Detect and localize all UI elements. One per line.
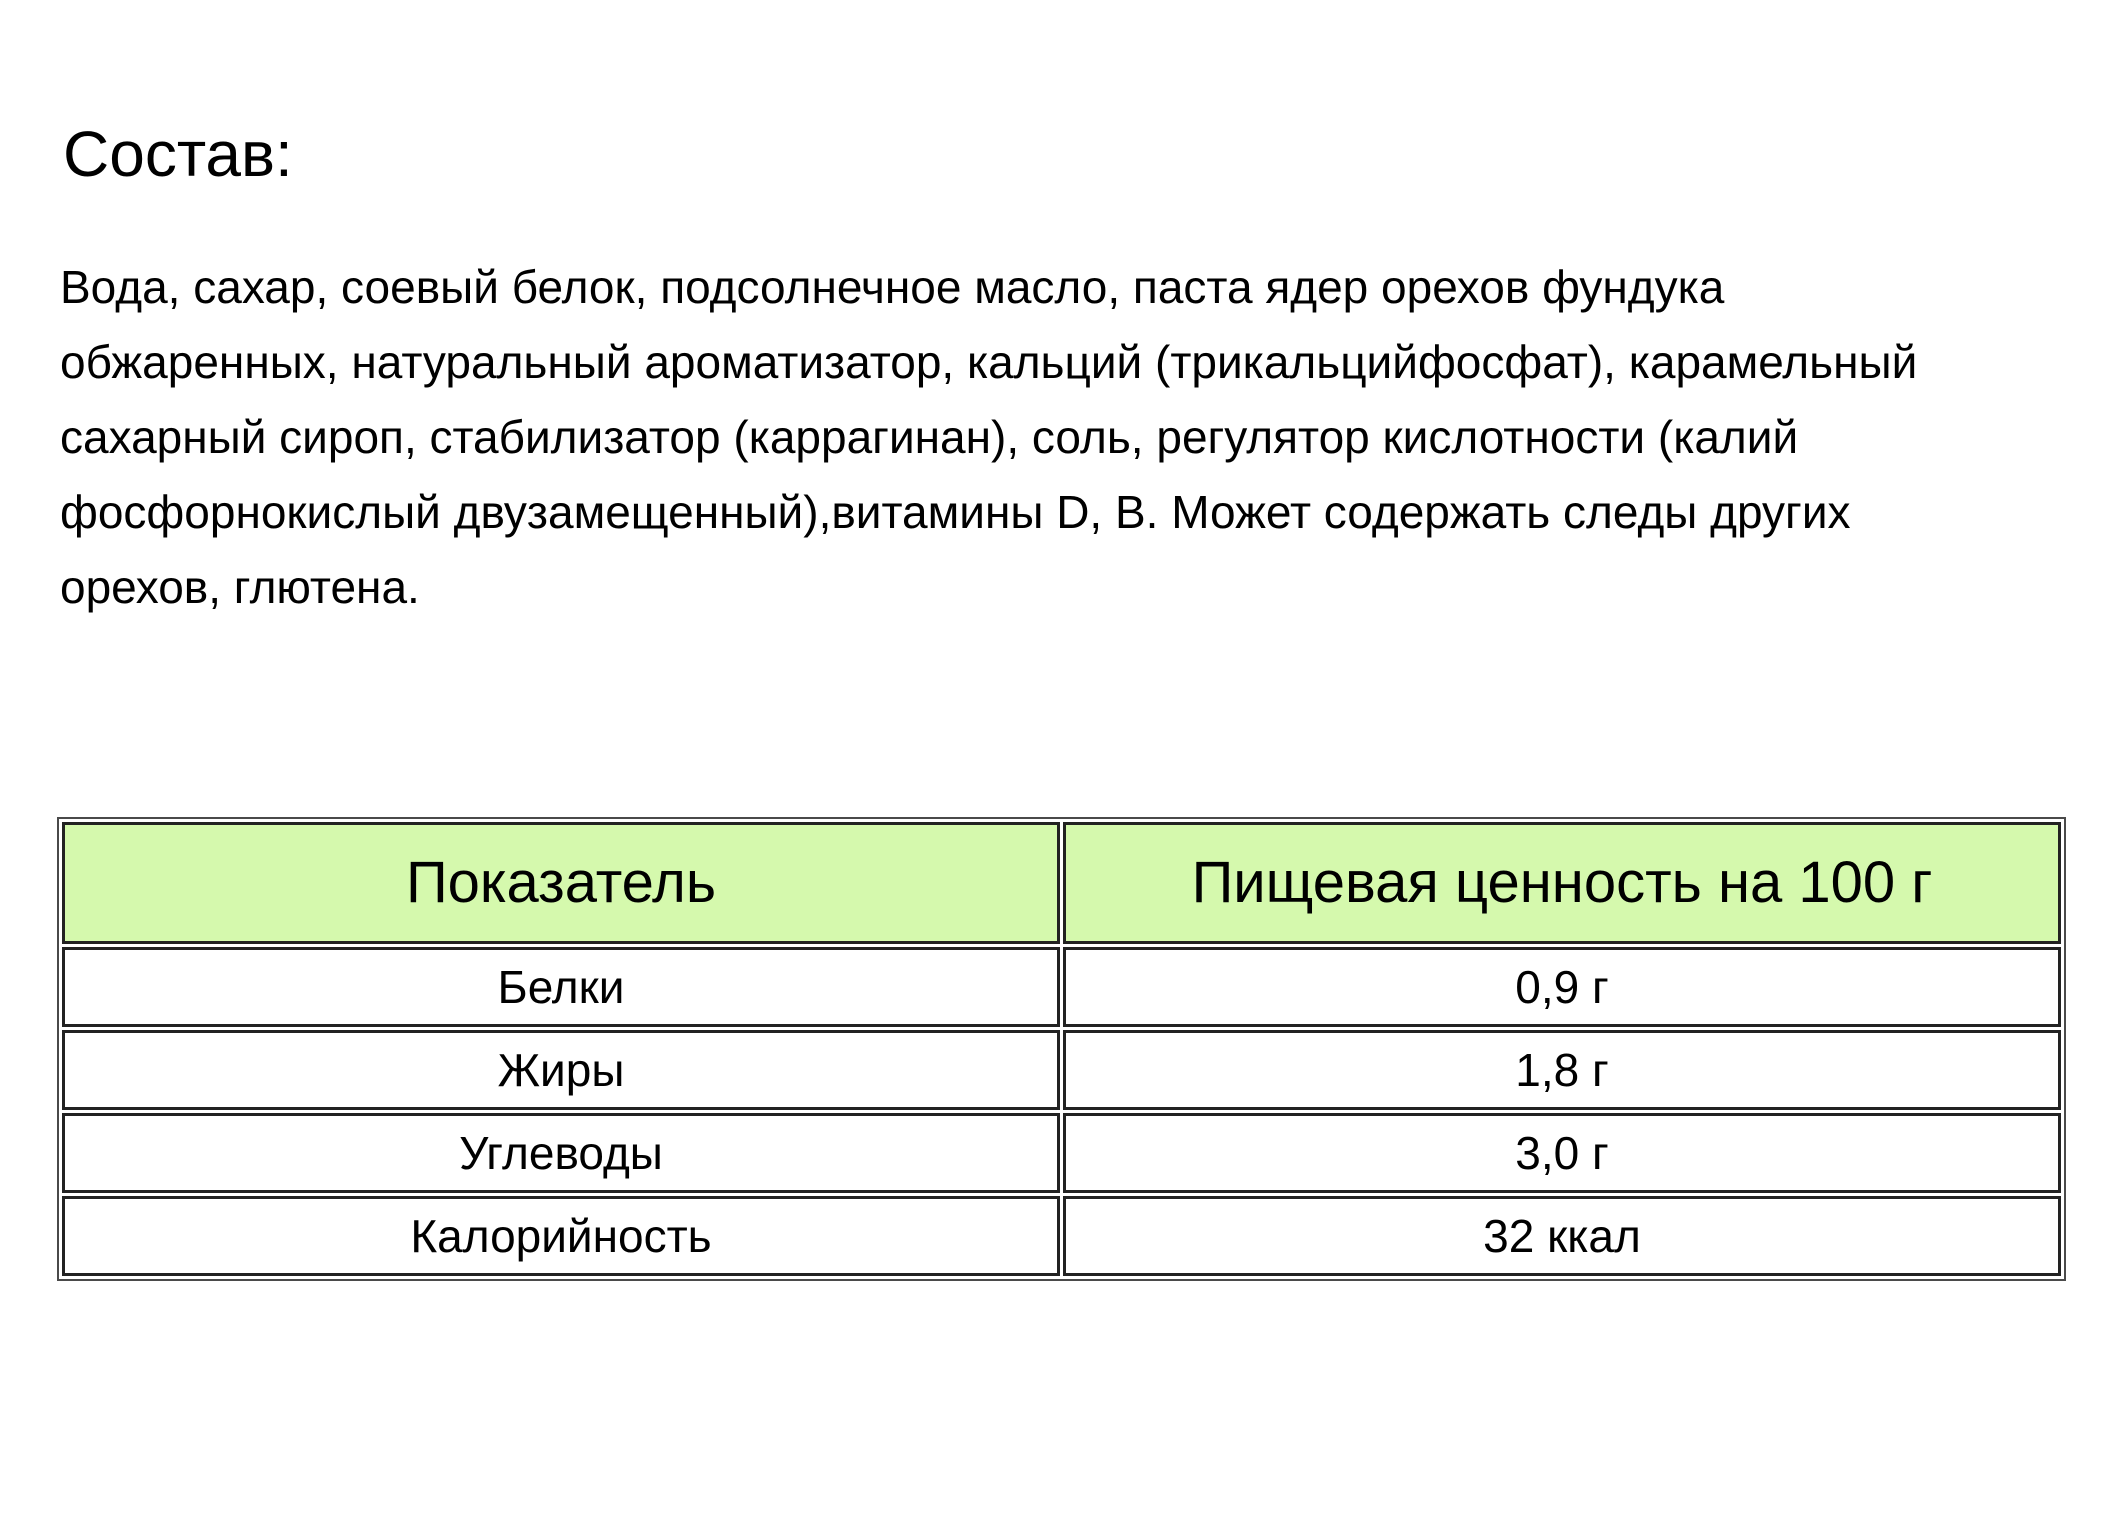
metric-name-cell: Жиры bbox=[62, 1030, 1060, 1110]
table-row bbox=[62, 1030, 2061, 1110]
table-row bbox=[62, 1113, 2061, 1193]
composition-line: сахарный сироп, стабилизатор (каррагинан), соль, регулятор кислотности (калий bbox=[60, 410, 1799, 463]
table-header-indicator: Показатель bbox=[62, 822, 1060, 944]
metric-value-cell: 32 ккал bbox=[1063, 1196, 2061, 1276]
composition-line: орехов, глютена. bbox=[60, 560, 420, 613]
metric-value-cell: 3,0 г bbox=[1063, 1113, 2061, 1193]
metric-value-cell: 1,8 г bbox=[1063, 1030, 2061, 1110]
table-row bbox=[62, 947, 2061, 1027]
metric-name-cell: Белки bbox=[62, 947, 1060, 1027]
metric-name-cell: Углеводы bbox=[62, 1113, 1060, 1193]
composition-line: фосфорнокислый двузамещенный),витамины D, B. Может содержать следы других bbox=[60, 485, 1851, 538]
composition-line: Вода, сахар, соевый белок, подсолнечное масло, паста ядер орехов фундука bbox=[60, 260, 1725, 313]
metric-value-cell: 0,9 г bbox=[1063, 947, 2061, 1027]
table-header-value-per-100g: Пищевая ценность на 100 г bbox=[1063, 822, 2061, 944]
composition-line: обжаренных, натуральный ароматизатор, кальций (трикальцийфосфат), карамельный bbox=[60, 335, 1918, 388]
nutrition-table bbox=[57, 817, 2066, 1281]
table-header-row bbox=[62, 822, 2061, 944]
page-title: Состав: bbox=[63, 118, 293, 190]
composition-paragraph bbox=[60, 250, 2069, 625]
table-row bbox=[62, 1196, 2061, 1276]
metric-name-cell: Калорийность bbox=[62, 1196, 1060, 1276]
